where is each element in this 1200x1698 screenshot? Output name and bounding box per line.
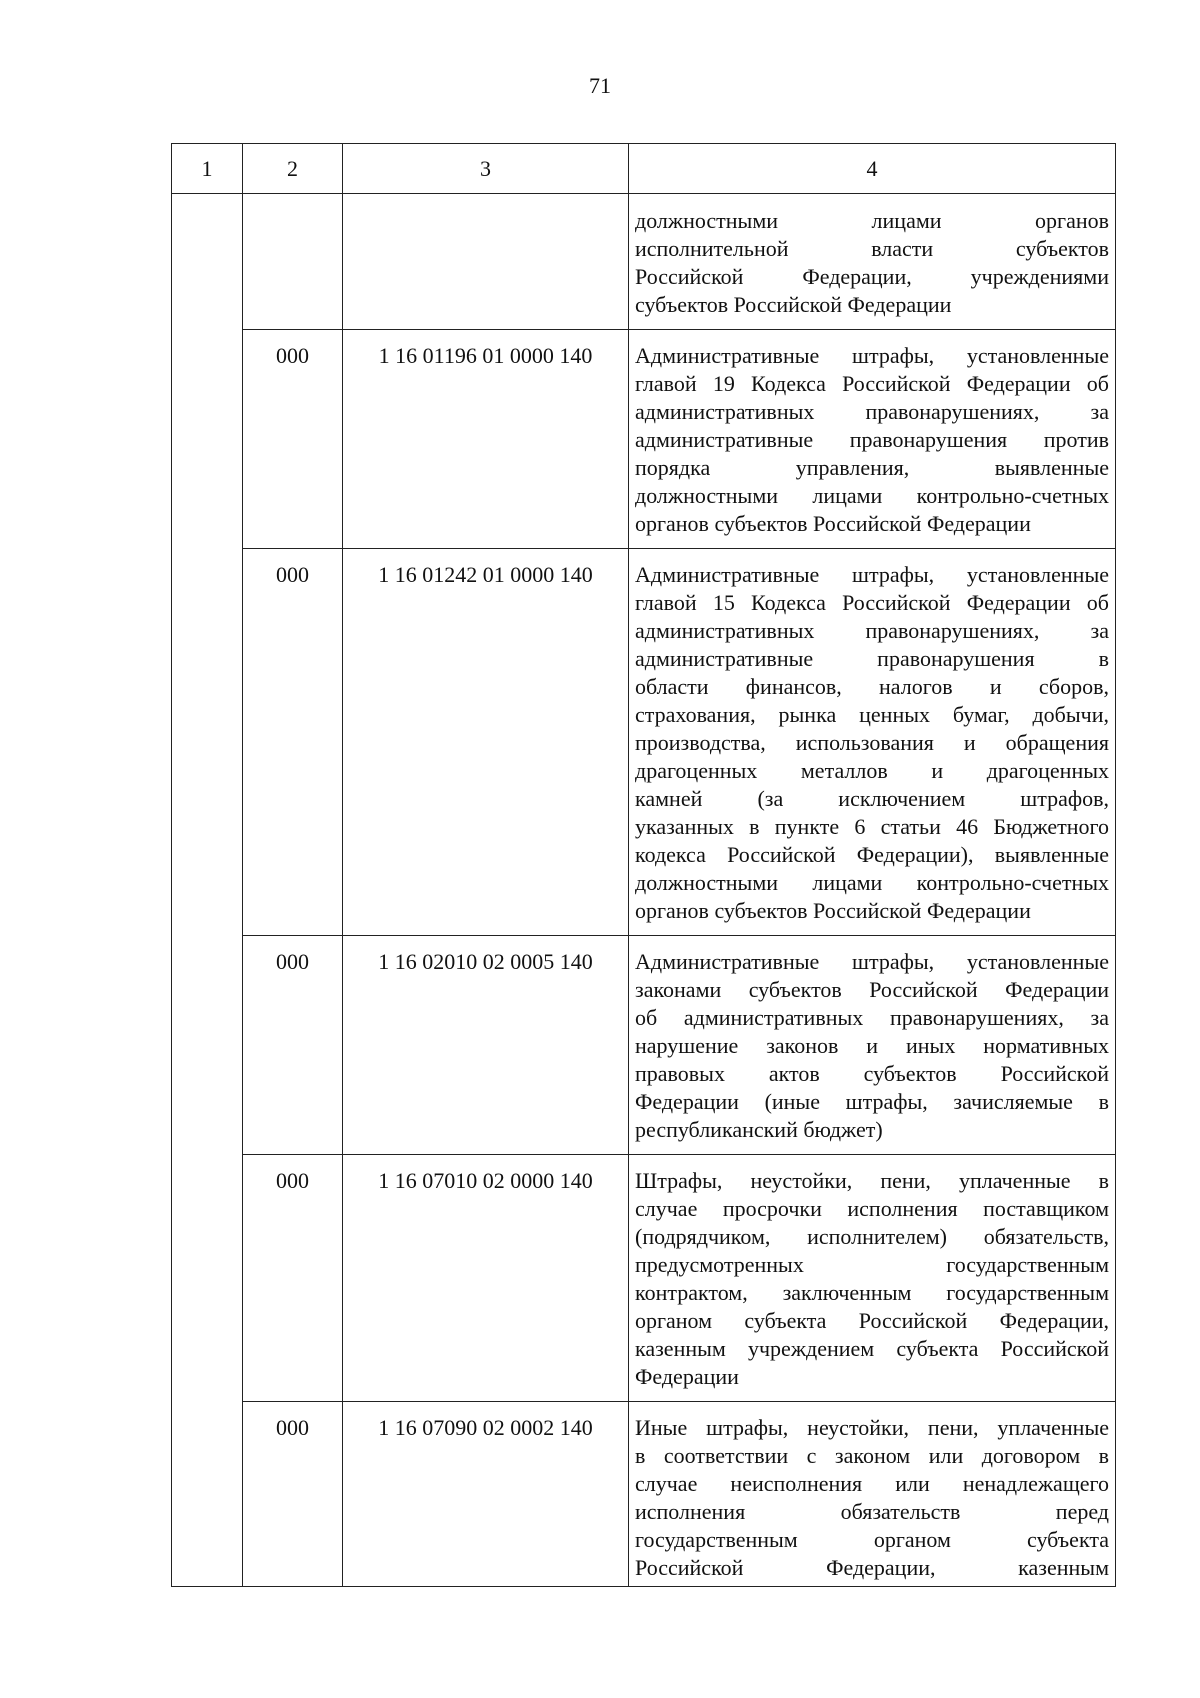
table-body (172, 194, 1116, 1587)
admin-code-cell: 000 (243, 1155, 343, 1402)
description-line: указанных в пункте 6 статьи 46 Бюджетного (635, 814, 1109, 839)
description-line: исполнения обязательств перед (635, 1499, 1109, 1524)
budget-code-cell: 1 16 07090 02 0002 140 (343, 1402, 629, 1587)
description-line: правовых актов субъектов Российской (635, 1061, 1109, 1086)
description-line: органов субъектов Российской Федерации (635, 511, 1031, 536)
table-row (172, 1155, 1116, 1402)
admin-code-cell: 000 (243, 1402, 343, 1587)
description-cell (629, 549, 1116, 936)
admin-code-cell: 000 (243, 549, 343, 936)
description-line: административные правонарушения в (635, 646, 1109, 671)
description-cell (629, 936, 1116, 1155)
description-line: нарушение законов и иных нормативных (635, 1033, 1109, 1058)
table-row (172, 194, 1116, 330)
column-1-merged-cell (172, 194, 243, 1587)
description-line: контрактом, заключенным государственным (635, 1280, 1109, 1305)
table-header-row (172, 144, 1116, 194)
description-line: административные правонарушения против (635, 427, 1109, 452)
description-line: предусмотренных государственным (635, 1252, 1109, 1277)
description-line: должностными лицами контрольно-счетных (635, 870, 1109, 895)
description-cell (629, 330, 1116, 549)
description-line: в соответствии с законом или договором в (635, 1443, 1109, 1468)
description-line: административных правонарушениях, за (635, 618, 1109, 643)
description-line: Иные штрафы, неустойки, пени, уплаченные (635, 1415, 1109, 1440)
description-line: должностными лицами контрольно-счетных (635, 483, 1109, 508)
description-line: Административные штрафы, установленные (635, 562, 1109, 587)
description-line: Федерации (иные штрафы, зачисляемые в (635, 1089, 1109, 1114)
table-row (172, 549, 1116, 936)
column-header-1: 1 (172, 144, 243, 194)
description-line: республиканский бюджет) (635, 1117, 883, 1142)
column-header-4: 4 (629, 144, 1116, 194)
description-cell (629, 1402, 1116, 1587)
column-header-2: 2 (243, 144, 343, 194)
column-header-3: 3 (343, 144, 629, 194)
description-line: области финансов, налогов и сборов, (635, 674, 1109, 699)
description-line: субъектов Российской Федерации (635, 292, 952, 317)
description-line: органов субъектов Российской Федерации (635, 898, 1031, 923)
description-line: камней (за исключением штрафов, (635, 786, 1109, 811)
description-line: драгоценных металлов и драгоценных (635, 758, 1109, 783)
description-line: главой 15 Кодекса Российской Федерации об (635, 590, 1109, 615)
description-line: кодекса Российской Федерации), выявленные (635, 842, 1109, 867)
description-line: (подрядчиком, исполнителем) обязательств, (635, 1224, 1109, 1249)
description-line: Административные штрафы, установленные (635, 343, 1109, 368)
budget-code-cell: 1 16 07010 02 0000 140 (343, 1155, 629, 1402)
description-line: производства, использования и обращения (635, 730, 1109, 755)
description-line: Федерации (635, 1364, 739, 1389)
description-line: должностными лицами органов (635, 208, 1109, 233)
description-cell (629, 1155, 1116, 1402)
table-row (172, 936, 1116, 1155)
description-line: исполнительной власти субъектов (635, 236, 1109, 261)
description-line: порядка управления, выявленные (635, 455, 1109, 480)
description-line: Российской Федерации, учреждениями (635, 264, 1109, 289)
description-line: главой 19 Кодекса Российской Федерации об (635, 371, 1109, 396)
description-line: законами субъектов Российской Федерации (635, 977, 1109, 1002)
budget-codes-table (171, 143, 1116, 1587)
description-line: об административных правонарушениях, за (635, 1005, 1109, 1030)
budget-code-cell (343, 194, 629, 330)
description-line: государственным органом субъекта (635, 1527, 1109, 1552)
description-line: Административные штрафы, установленные (635, 949, 1109, 974)
description-line: страхования, рынка ценных бумаг, добычи, (635, 702, 1109, 727)
description-line: административных правонарушениях, за (635, 399, 1109, 424)
description-line: казенным учреждением субъекта Российской (635, 1336, 1109, 1361)
admin-code-cell: 000 (243, 330, 343, 549)
description-line: Штрафы, неустойки, пени, уплаченные в (635, 1168, 1109, 1193)
budget-code-cell: 1 16 01242 01 0000 140 (343, 549, 629, 936)
description-line: органом субъекта Российской Федерации, (635, 1308, 1109, 1333)
description-cell (629, 194, 1116, 330)
budget-code-cell: 1 16 02010 02 0005 140 (343, 936, 629, 1155)
page-number: 71 (589, 73, 611, 98)
budget-code-cell: 1 16 01196 01 0000 140 (343, 330, 629, 549)
admin-code-cell (243, 194, 343, 330)
description-line: случае просрочки исполнения поставщиком (635, 1196, 1109, 1221)
admin-code-cell: 000 (243, 936, 343, 1155)
description-line: случае неисполнения или ненадлежащего (635, 1471, 1109, 1496)
table-row (172, 1402, 1116, 1587)
table-row (172, 330, 1116, 549)
description-line: Российской Федерации, казенным (635, 1555, 1109, 1580)
